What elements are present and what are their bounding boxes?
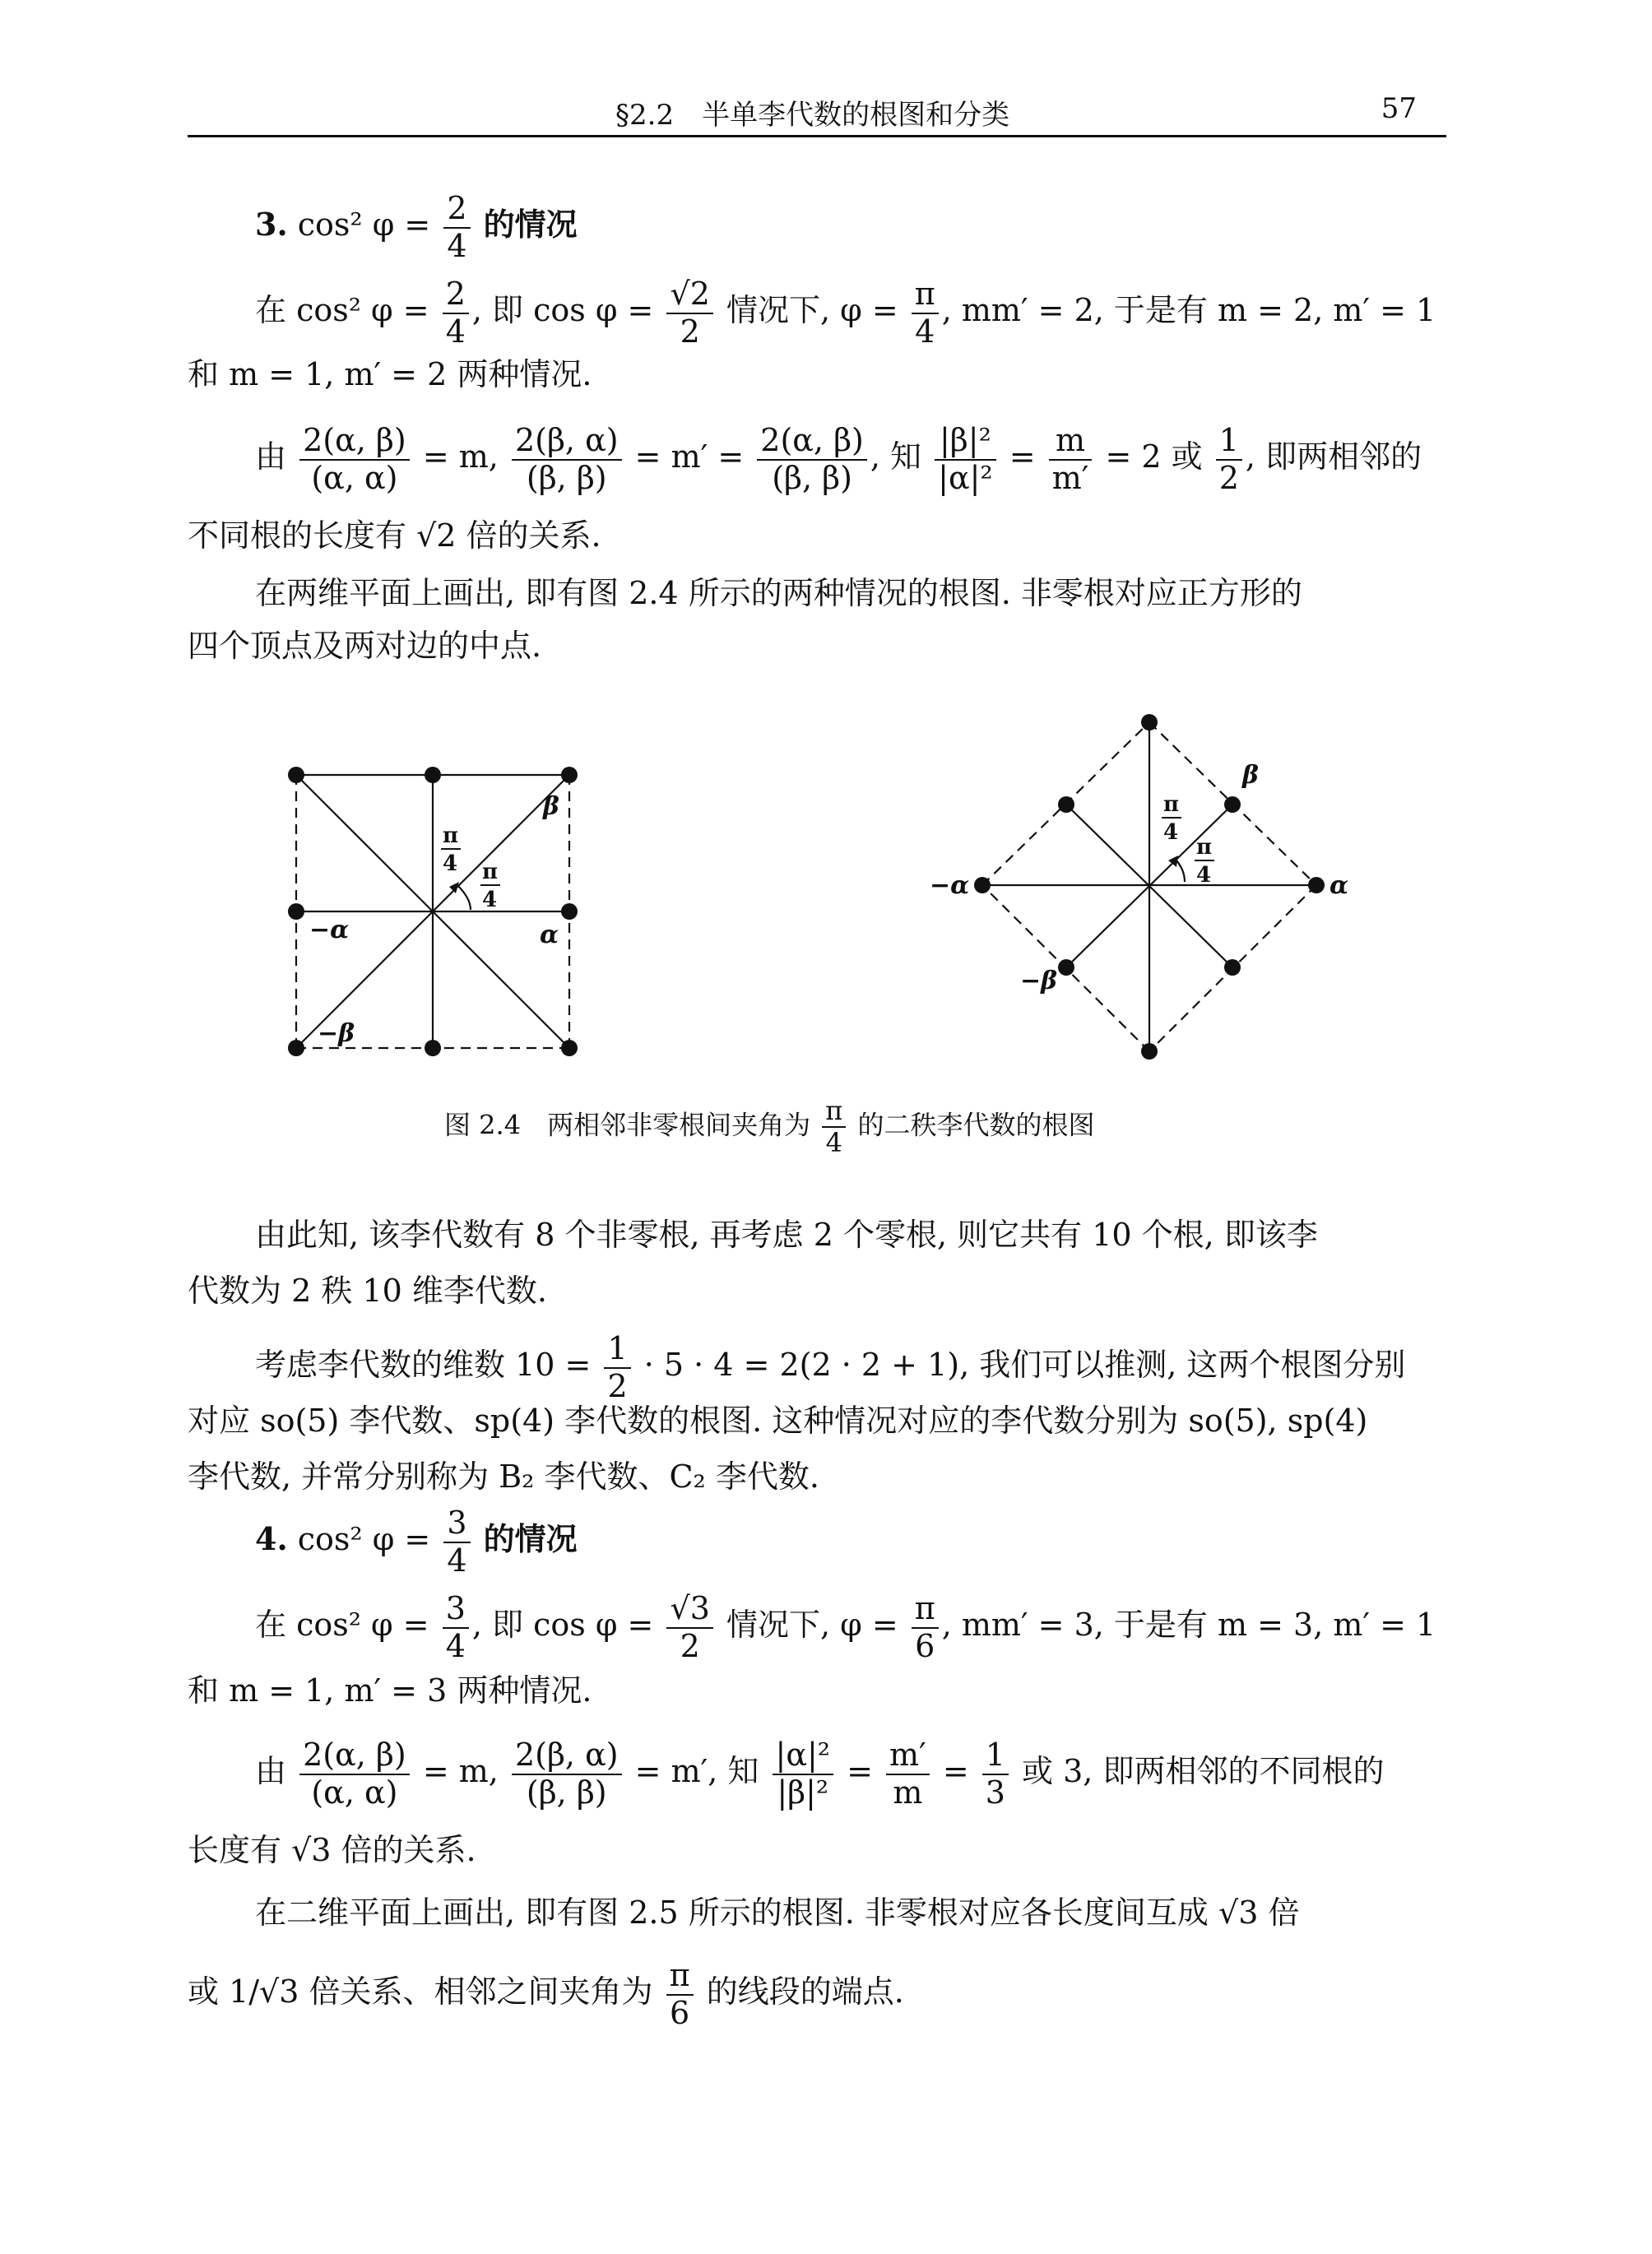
sec3-paragraph-2-line-2: 不同根的长度有 √2 倍的关系. — [188, 517, 601, 554]
section-3-heading: 3. cos² φ = $\frac{2}{4}$ 的情况 — [255, 190, 578, 264]
paragraph-after-line-1: 由此知, 该李代数有 8 个非零根, 再考虑 2 个零根, 则它共有 10 个根, 即该李 — [255, 1217, 1318, 1253]
page-number: 57 — [1381, 92, 1417, 125]
angle-label-four: 4 — [482, 888, 498, 912]
root-diagram-square — [263, 740, 609, 1078]
paragraph-after-line-2: 代数为 2 秩 10 维李代数. — [188, 1273, 547, 1309]
root-point — [1058, 796, 1074, 813]
root-point — [561, 903, 578, 920]
label-neg-alpha: −α — [930, 871, 970, 900]
root-point — [1141, 714, 1158, 730]
angle-label-pi: π — [1196, 835, 1213, 860]
label-alpha: α — [1329, 871, 1349, 900]
paragraph-after-line-3: 考虑李代数的维数 10 = $\frac{1}{2}$ · 5 · 4 = 2(2 · 2 + 1), 我们可以推测, 这两个根图分别 — [255, 1330, 1406, 1404]
sec4-paragraph-3-line-2: 或 1/√3 倍关系、相邻之间夹角为 $\frac{\pi}{6}$ 的线段的端点. — [188, 1957, 904, 2031]
label-neg-beta: −β — [1020, 967, 1058, 995]
label-beta: β — [543, 792, 559, 821]
paragraph-after-line-5: 李代数, 并常分别称为 B₂ 李代数、C₂ 李代数. — [188, 1459, 819, 1495]
angle-label-four: 4 — [1163, 820, 1179, 845]
root-point — [1141, 1043, 1158, 1060]
angle-label-pi: π — [443, 823, 459, 848]
section-4-heading: 4. cos² φ = $\frac{3}{4}$ 的情况 — [255, 1505, 578, 1579]
root-point — [561, 767, 578, 783]
root-point — [974, 877, 991, 893]
sec4-paragraph-1-line-1: 在 cos² φ = $\frac{3}{4}$ , 即 cos φ = $\frac{√3}{2}$ 情况下, φ = $\frac{\pi}{6}$ , mm′ = 3, 于是有 m = 3, m′ = 1 — [255, 1590, 1436, 1664]
root-point — [425, 767, 441, 783]
fraction: $\frac{2}{4}$ — [443, 191, 470, 264]
root-point — [1224, 959, 1241, 976]
root-point — [288, 767, 304, 783]
header-title: §2.2 半单李代数的根图和分类 — [615, 99, 1010, 132]
sec3-paragraph-2-line-1: 由 $\frac{2(\alpha, \beta)}{(\alpha, \alpha)}$ = m, $\frac{2(\beta, \alpha)}{(\beta, \beta)}$ = m′ = $\frac{2(\alpha, \beta)}{(\beta, \beta)}$ , 知 $\frac{\text{|β|²}}{\text{|α|²}}$ = $\frac{m}{m'}$ = 2 或 $\frac{1}{2}$ , 即两相邻的 — [255, 422, 1422, 496]
figure-caption: 图 2.4 两相邻非零根间夹角为 $\frac{\pi}{4}$ 的二秩李代数的根图 — [444, 1095, 1095, 1158]
sec4-paragraph-3-line-1: 在二维平面上画出, 即有图 2.5 所示的根图. 非零根对应各长度间互成 √3 倍 — [255, 1895, 1300, 1931]
label-neg-alpha: −α — [309, 916, 350, 944]
label-neg-beta: −β — [318, 1019, 355, 1048]
sec4-paragraph-1-line-2: 和 m = 1, m′ = 3 两种情况. — [188, 1672, 592, 1709]
angle-label-pi: π — [482, 860, 499, 884]
sec3-paragraph-3-line-2: 四个顶点及两对边的中点. — [188, 628, 542, 664]
root-point — [1058, 959, 1074, 976]
sec3-paragraph-1-line-2: 和 m = 1, m′ = 2 两种情况. — [188, 356, 592, 392]
label-beta: β — [1242, 761, 1259, 790]
running-header — [188, 89, 1446, 137]
root-point — [561, 1040, 578, 1056]
angle-label-four: 4 — [443, 851, 458, 876]
angle-label-pi: π — [1163, 792, 1180, 817]
root-point — [288, 1040, 304, 1056]
root-point — [1224, 796, 1241, 813]
sec4-paragraph-2-line-2: 长度有 √3 倍的关系. — [188, 1832, 476, 1868]
angle-label-four: 4 — [1196, 863, 1212, 888]
root-point — [288, 903, 304, 920]
root-point — [425, 1040, 441, 1056]
sec3-paragraph-3-line-1: 在两维平面上画出, 即有图 2.4 所示的两种情况的根图. 非零根对应正方形的 — [255, 575, 1302, 611]
root-diagram-diamond — [913, 699, 1374, 1069]
root-point — [1308, 877, 1325, 893]
label-alpha: α — [540, 921, 559, 949]
sec4-paragraph-2-line-1: 由 $\frac{2(\alpha, \beta)}{(\alpha, \alpha)}$ = m, $\frac{2(\beta, \alpha)}{(\beta, \beta)}$ = m′, 知 $\frac{\text{|α|²}}{\text{|β|²}}$ = $\frac{m'}{m}$ = $\frac{1}{3}$ 或 3, 即两相邻的不同根的 — [255, 1737, 1385, 1811]
sec3-paragraph-1-line-1: 在 cos² φ = $\frac{2}{4}$ , 即 cos φ = $\frac{√2}{2}$ 情况下, φ = $\frac{\pi}{4}$ , mm′ = 2, 于是有 m = 2, m′ = 1 — [255, 276, 1436, 350]
paragraph-after-line-4: 对应 so(5) 李代数、sp(4) 李代数的根图. 这种情况对应的李代数分别为 so(5), sp(4) — [188, 1403, 1368, 1439]
